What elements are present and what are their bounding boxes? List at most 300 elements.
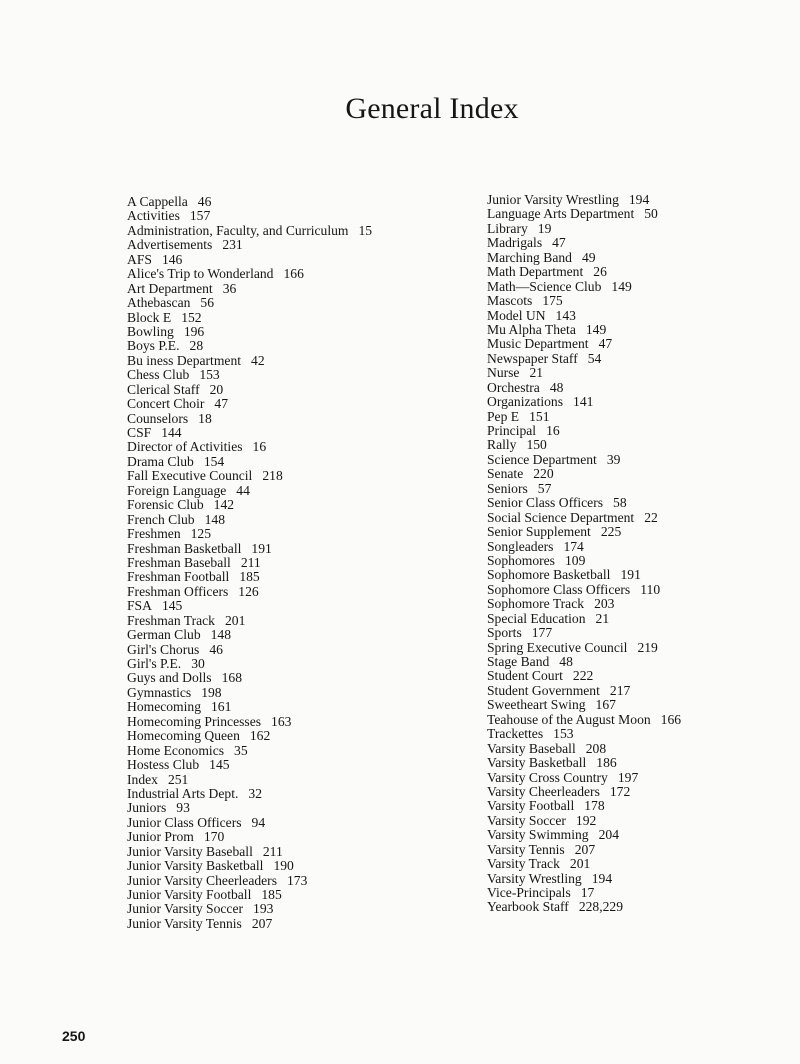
index-entry-name: Varsity Baseball: [487, 740, 576, 756]
index-entry-page: 211: [262, 843, 283, 859]
index-entry: [487, 785, 787, 799]
index-entry: [127, 455, 427, 469]
index-entry-page: 151: [529, 408, 550, 424]
index-entry-name: Freshman Football: [127, 569, 230, 585]
index-entry: [127, 527, 427, 541]
index-entry-name: Sports: [487, 625, 522, 641]
index-entry-name: Director of Activities: [127, 439, 243, 455]
index-entry: [487, 641, 787, 655]
index-entry-name: Girl's P.E.: [127, 656, 182, 671]
index-entry-page: 190: [273, 858, 294, 874]
index-entry-name: Junior Varsity Cheerleaders: [127, 872, 277, 888]
index-entry-page: 166: [660, 711, 682, 727]
index-entry-page: 163: [271, 713, 292, 729]
index-entry: [127, 498, 427, 512]
index-entry: [487, 727, 787, 741]
index-entry-page: 175: [542, 293, 563, 309]
index-entry-name: Math Department: [487, 264, 584, 280]
index-entry-name: Seniors: [487, 480, 528, 496]
index-entry-page: 94: [251, 814, 266, 830]
index-entry-page: 18: [198, 410, 212, 426]
index-entry-name: Songleaders: [487, 538, 554, 554]
index-entry-name: Freshman Basketball: [127, 540, 242, 556]
index-entry-page: 191: [251, 540, 272, 556]
index-entry: [127, 599, 427, 613]
index-entry-name: Home Economics: [127, 742, 225, 758]
index-entry-page: 145: [209, 757, 230, 773]
index-entry-page: 170: [203, 829, 225, 845]
index-entry-name: Orchestra: [487, 379, 540, 395]
index-entry-page: 225: [600, 524, 622, 540]
index-entry-page: 148: [204, 511, 225, 527]
index-entry-name: Yearbook Staff: [487, 899, 569, 915]
index-entry-page: 161: [211, 699, 232, 715]
index-entry-page: 144: [161, 425, 182, 440]
index-entry-page: 42: [251, 352, 265, 368]
index-entry: [487, 540, 787, 554]
index-entry-name: Chess Club: [127, 367, 190, 383]
index-entry-name: Mascots: [487, 293, 533, 309]
index-entry: [127, 585, 427, 599]
index-entry: [487, 684, 787, 698]
index-entry-name: Industrial Arts Dept.: [127, 785, 239, 801]
index-entry: [487, 698, 787, 712]
index-entry-name: Varsity Track: [487, 856, 560, 872]
index-entry-name: Activities: [127, 208, 180, 224]
index-entry: [127, 917, 427, 931]
index-entry-name: Foreign Language: [127, 482, 227, 498]
index-entry-name: Principal: [487, 423, 537, 438]
index-entry: [127, 383, 427, 397]
index-entry: [127, 816, 427, 830]
index-entry-page: 110: [640, 581, 661, 597]
index-entry-name: Social Science Department: [487, 509, 635, 525]
index-entry: [127, 556, 427, 570]
index-entry-name: Rally: [487, 437, 517, 453]
index-entry-page: 47: [552, 235, 566, 251]
index-entry-page: 21: [529, 365, 544, 381]
index-entry: [127, 426, 427, 440]
index-entry-name: Sophomore Basketball: [487, 567, 611, 583]
index-entry-name: Juniors: [127, 800, 167, 816]
index-entry-page: 207: [574, 841, 596, 857]
index-entry: [487, 626, 787, 640]
index-entry-name: Senior Supplement: [487, 524, 591, 540]
index-entry-name: Junior Varsity Basketball: [127, 858, 264, 874]
index-entry-page: 44: [236, 482, 250, 498]
index-entry: [127, 758, 427, 772]
index-entry-page: 56: [200, 295, 215, 311]
index-entry: [487, 309, 787, 323]
index-entry-page: 201: [569, 856, 591, 872]
index-entry: [487, 828, 787, 842]
index-entry: [127, 902, 427, 916]
index-entry-name: Junior Prom: [127, 829, 194, 845]
index-entry: [127, 325, 427, 339]
index-entry: [487, 612, 787, 626]
index-entry-name: Spring Executive Council: [487, 639, 628, 655]
index-entry-name: Counselors: [127, 410, 189, 426]
index-entry-name: Varsity Football: [487, 798, 575, 814]
index-entry-name: Varsity Cheerleaders: [487, 783, 600, 799]
index-entry: [127, 253, 427, 267]
index-entry: [127, 513, 427, 527]
index-entry-name: Clerical Staff: [127, 381, 200, 397]
index-entry: [487, 900, 787, 914]
index-entry-page: 153: [553, 726, 574, 742]
index-entry: [487, 337, 787, 351]
index-entry-page: 166: [283, 266, 304, 282]
index-entry-name: Madrigals: [487, 235, 543, 251]
index-entry-page: 48: [559, 654, 573, 669]
index-entry: [127, 311, 427, 325]
index-entry-page: 16: [546, 423, 560, 438]
index-entry: [127, 209, 427, 223]
index-entry-page: 157: [189, 208, 211, 224]
index-entry-page: 35: [234, 742, 248, 758]
index-entry: [487, 222, 787, 236]
index-entry: [487, 438, 787, 452]
index-entry-page: 58: [613, 495, 627, 511]
index-entry: [127, 830, 427, 844]
index-entry: [487, 207, 787, 221]
index-entry: [487, 395, 787, 409]
index-entry-page: 149: [611, 278, 632, 294]
index-entry-name: Sophomores: [487, 552, 555, 568]
index-entry-name: Sweetheart Swing: [487, 697, 586, 713]
index-entry: [127, 671, 427, 685]
index-entry: [127, 643, 427, 657]
index-entry-name: Junior Varsity Baseball: [127, 843, 253, 859]
index-entry-page: 145: [161, 598, 183, 614]
index-entry: [487, 525, 787, 539]
index-entry-name: Alice's Trip to Wonderland: [127, 266, 274, 282]
index-entry-name: Sophomore Class Officers: [487, 581, 631, 597]
page-number: 250: [62, 1028, 86, 1044]
index-entry: [487, 597, 787, 611]
index-entry-page: 50: [644, 206, 658, 222]
index-entry-name: Guys and Dolls: [127, 670, 212, 686]
index-entry-page: 222: [572, 668, 594, 684]
index-entry-name: Teahouse of the August Moon: [487, 711, 651, 727]
index-entry-name: Homecoming: [127, 699, 201, 715]
index-entry-page: 204: [598, 827, 619, 843]
index-entry-name: Boys P.E.: [127, 338, 180, 354]
index-entry-page: 57: [537, 480, 552, 496]
index-entry-page: 17: [580, 885, 595, 900]
index-entry: [127, 368, 427, 382]
index-entry-name: CSF: [127, 425, 152, 440]
index-entry-page: 174: [563, 538, 584, 554]
index-entry-page: 228,229: [578, 899, 624, 915]
index-entry-name: Bowling: [127, 323, 174, 339]
index-entry-name: Student Court: [487, 668, 563, 684]
index-entry: [487, 583, 787, 597]
index-entry: [127, 339, 427, 353]
index-entry-page: 177: [531, 625, 553, 641]
index-entry: [127, 888, 427, 902]
index-entry-name: Administration, Faculty, and Curriculum: [127, 222, 349, 238]
index-entry: [487, 193, 787, 207]
index-entry-name: Senior Class Officers: [487, 495, 604, 511]
index-entry: [487, 453, 787, 467]
index-entry-page: 39: [606, 451, 621, 467]
index-entry-name: Athebascan: [127, 295, 191, 311]
page-title: General Index: [345, 92, 519, 125]
index-column-left: [127, 195, 427, 931]
index-entry-page: 193: [253, 901, 274, 917]
index-entry: [127, 874, 427, 888]
index-entry: [127, 773, 427, 787]
index-entry-page: 125: [190, 526, 212, 542]
index-entry-page: 19: [537, 220, 552, 236]
index-entry: [127, 542, 427, 556]
index-entry: [127, 570, 427, 584]
index-entry-page: 150: [526, 437, 547, 453]
index-entry-page: 186: [596, 755, 617, 771]
index-entry: [487, 799, 787, 813]
index-entry-name: Homecoming Queen: [127, 728, 240, 744]
index-entry: [487, 713, 787, 727]
index-entry-name: Freshmen: [127, 526, 181, 542]
index-entry: [487, 381, 787, 395]
index-entry-page: 47: [214, 396, 228, 412]
index-entry-page: 196: [183, 323, 205, 339]
index-entry-page: 15: [358, 222, 373, 238]
index-entry: [127, 859, 427, 873]
index-entry-name: Stage Band: [487, 654, 550, 669]
index-entry: [487, 857, 787, 871]
index-entry-name: Varsity Basketball: [487, 755, 587, 771]
index-entry-name: Model UN: [487, 307, 546, 323]
index-entry: [487, 366, 787, 380]
index-entry: [127, 238, 427, 252]
index-entry: [127, 657, 427, 671]
index-entry-name: Gymnastics: [127, 684, 192, 700]
index-entry-page: 173: [287, 872, 308, 888]
index-entry-name: Science Department: [487, 451, 597, 467]
index-entry-page: 47: [598, 336, 613, 352]
index-entry-name: Newspaper Staff: [487, 350, 578, 366]
index-entry: [127, 628, 427, 642]
index-entry-name: Hostess Club: [127, 757, 200, 773]
index-entry-name: Music Department: [487, 336, 589, 352]
index-entry-name: Girl's Chorus: [127, 641, 200, 657]
index-entry: [487, 294, 787, 308]
index-entry-name: French Club: [127, 511, 195, 527]
index-entry-name: Homecoming Princesses: [127, 713, 262, 729]
index-entry-page: 46: [197, 194, 212, 209]
index-entry-page: 21: [595, 610, 610, 626]
index-entry-page: 198: [201, 684, 222, 700]
index-entry-name: Freshman Track: [127, 612, 215, 628]
index-entry: [487, 352, 787, 366]
index-entry-page: 36: [222, 280, 237, 296]
index-entry: [127, 469, 427, 483]
index-entry-name: Junior Varsity Wrestling: [487, 192, 619, 207]
index-entry-name: Bu iness Department: [127, 352, 242, 368]
index-entry-page: 185: [239, 569, 260, 585]
index-entry-name: Special Education: [487, 610, 586, 626]
index-entry-page: 141: [573, 394, 594, 410]
index-entry: [487, 511, 787, 525]
index-entry-page: 30: [191, 656, 205, 671]
index-entry-name: Senate: [487, 466, 524, 482]
index-entry-name: Drama Club: [127, 453, 194, 469]
index-entry-page: 146: [161, 251, 183, 267]
index-entry-page: 220: [533, 466, 554, 482]
index-entry-page: 167: [595, 697, 616, 713]
index-entry: [127, 195, 427, 209]
index-entry-name: A Cappella: [127, 194, 188, 209]
index-entry: [487, 323, 787, 337]
index-entry: [487, 843, 787, 857]
index-entry-page: 152: [181, 309, 202, 325]
index-entry: [487, 251, 787, 265]
index-entry-page: 46: [209, 641, 223, 657]
index-entry: [127, 412, 427, 426]
index-entry-name: Art Department: [127, 280, 213, 296]
index-entry-name: Sophomore Track: [487, 596, 585, 612]
index-entry-name: Varsity Swimming: [487, 827, 589, 843]
index-entry-name: Vice-Principals: [487, 885, 571, 900]
index-entry: [487, 669, 787, 683]
index-entry: [127, 440, 427, 454]
index-entry: [487, 771, 787, 785]
index-entry-name: Language Arts Department: [487, 206, 635, 222]
index-entry-name: Concert Choir: [127, 396, 205, 412]
index-entry-page: 49: [581, 249, 596, 265]
index-entry: [487, 410, 787, 424]
index-entry-name: Library: [487, 220, 528, 236]
index-entry: [127, 801, 427, 815]
index-entry-page: 168: [221, 670, 242, 686]
index-entry-name: Freshman Officers: [127, 583, 229, 599]
index-entry-name: AFS: [127, 251, 152, 267]
index-entry: [487, 886, 787, 900]
index-entry-name: German Club: [127, 627, 201, 643]
index-entry: [487, 236, 787, 250]
index-entry-page: 185: [261, 887, 282, 902]
index-entry-page: 208: [585, 740, 607, 756]
index-entry-name: Junior Varsity Tennis: [127, 915, 242, 931]
index-entry-name: Nurse: [487, 365, 520, 381]
index-entry-page: 194: [628, 192, 650, 207]
index-entry: [487, 655, 787, 669]
index-entry: [487, 554, 787, 568]
index-entry-name: Varsity Cross Country: [487, 769, 608, 785]
index-entry-name: Freshman Baseball: [127, 554, 231, 570]
index-entry-page: 153: [199, 367, 220, 383]
index-entry-name: Trackettes: [487, 726, 544, 742]
index-entry: [127, 267, 427, 281]
index-entry: [127, 224, 427, 238]
index-entry: [487, 280, 787, 294]
index-entry: [127, 787, 427, 801]
index-entry-page: 207: [251, 915, 273, 931]
index-entry-page: 201: [224, 612, 246, 628]
index-entry-name: Varsity Tennis: [487, 841, 565, 857]
index-entry-page: 148: [210, 627, 232, 643]
index-entry: [487, 496, 787, 510]
index-entry-page: 154: [203, 453, 225, 469]
index-entry-name: Forensic Club: [127, 497, 204, 513]
index-entry-page: 192: [575, 812, 597, 828]
index-entry-page: 149: [585, 321, 607, 337]
index-entry: [127, 354, 427, 368]
index-entry-page: 143: [555, 307, 576, 323]
index-entry: [127, 397, 427, 411]
index-entry: [127, 700, 427, 714]
index-entry-page: 32: [248, 785, 262, 801]
index-entry-name: Advertisements: [127, 237, 213, 253]
index-entry-name: Junior Class Officers: [127, 814, 242, 830]
index-entry-page: 231: [222, 237, 243, 253]
index-entry: [487, 872, 787, 886]
index-entry-name: Mu Alpha Theta: [487, 321, 576, 337]
index-entry: [487, 742, 787, 756]
index-entry-page: 203: [594, 596, 615, 612]
index-column-right: [487, 193, 787, 915]
index-entry-name: Organizations: [487, 394, 564, 410]
index-entry-name: Varsity Soccer: [487, 812, 566, 828]
index-entry-page: 197: [617, 769, 639, 785]
index-entry-name: Fall Executive Council: [127, 468, 253, 484]
index-entry-name: Marching Band: [487, 249, 572, 265]
index-entry-page: 22: [644, 509, 658, 525]
index-entry-name: Index: [127, 771, 158, 787]
index-entry: [127, 282, 427, 296]
index-entry: [487, 568, 787, 582]
index-entry-page: 48: [549, 379, 564, 395]
index-entry-page: 142: [213, 497, 235, 513]
index-entry-name: Student Government: [487, 682, 600, 698]
index-entry: [127, 484, 427, 498]
index-entry-name: Math—Science Club: [487, 278, 602, 294]
index-entry-page: 191: [620, 567, 641, 583]
index-entry: [127, 715, 427, 729]
index-entry-page: 28: [189, 338, 204, 354]
index-entry-page: 218: [262, 468, 283, 484]
index-entry: [127, 744, 427, 758]
index-entry: [127, 729, 427, 743]
index-entry-page: 194: [591, 870, 613, 886]
index-entry-page: 93: [176, 800, 190, 816]
index-entry: [487, 467, 787, 481]
index-entry-name: FSA: [127, 598, 152, 614]
index-entry: [127, 686, 427, 700]
index-entry-page: 251: [167, 771, 189, 787]
index-entry-page: 172: [609, 783, 631, 799]
index-entry-page: 109: [564, 552, 586, 568]
index-entry-name: Varsity Wrestling: [487, 870, 582, 886]
index-entry: [127, 845, 427, 859]
index-entry-page: 126: [238, 583, 259, 599]
index-entry: [487, 265, 787, 279]
index-entry-name: Junior Varsity Football: [127, 887, 252, 902]
index-entry-page: 217: [609, 682, 631, 698]
index-entry: [487, 814, 787, 828]
index-entry: [487, 482, 787, 496]
index-entry-page: 211: [240, 554, 261, 570]
index-entry-name: Junior Varsity Soccer: [127, 901, 244, 917]
index-entry: [127, 296, 427, 310]
index-entry-name: Pep E: [487, 408, 520, 424]
index-entry-page: 162: [249, 728, 271, 744]
index-entry-page: 16: [252, 439, 267, 455]
index-entry: [487, 424, 787, 438]
index-entry: [127, 614, 427, 628]
